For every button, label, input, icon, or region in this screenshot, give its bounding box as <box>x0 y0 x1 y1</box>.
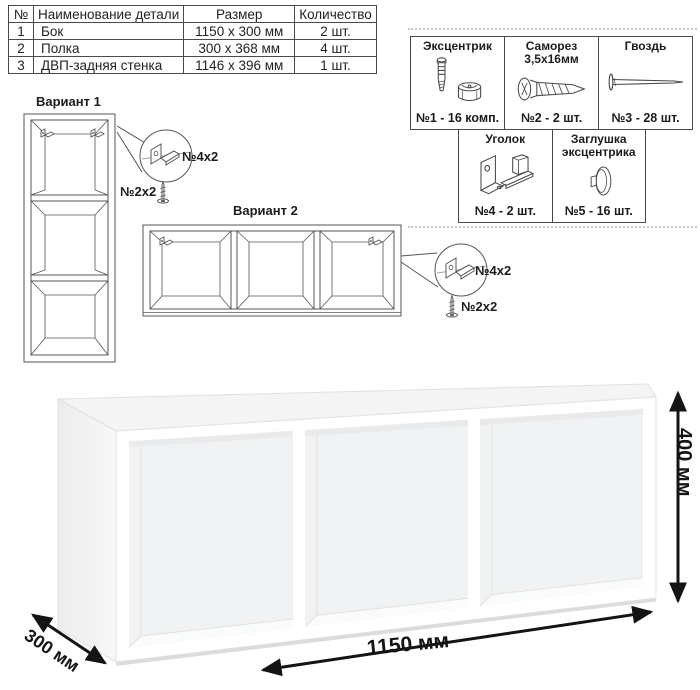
hardware-subtitle: эксцентрика <box>561 144 636 159</box>
row-size: 1146 x 396 мм <box>184 57 295 74</box>
height-dimension-label: 400 мм <box>673 428 695 497</box>
cut-mark-bottom <box>408 226 697 228</box>
screw-icon <box>447 296 458 317</box>
bracket-mark-icon <box>91 129 104 137</box>
bracket-mark-icon <box>41 129 54 137</box>
row-num: 2 <box>9 40 34 57</box>
hardware-qty: №1 - 16 комп. <box>415 111 500 125</box>
row-name: Полка <box>34 40 184 57</box>
hardware-item-screw <box>504 37 598 129</box>
bracket-mark-icon <box>160 237 173 245</box>
variant2-bracket-callout-label: №4х2 <box>475 263 512 278</box>
variant2-screw-callout-label: №2х2 <box>461 299 498 314</box>
row-size: 300 x 368 мм <box>184 40 295 57</box>
row-qty: 2 шт. <box>295 23 377 40</box>
screw-icon <box>512 70 592 108</box>
variant2-title: Вариант 2 <box>233 203 298 218</box>
header-num: № <box>9 6 34 23</box>
row-qty: 1 шт. <box>295 57 377 74</box>
variant1-bracket-callout-label: №4х2 <box>182 149 219 164</box>
row-num: 1 <box>9 23 34 40</box>
hardware-qty: №2 - 2 шт. <box>520 111 583 125</box>
hardware-item-cam-cap <box>552 130 646 222</box>
screw-icon <box>158 182 169 203</box>
hardware-item-nail <box>598 37 692 129</box>
hardware-title: Уголок <box>485 131 526 146</box>
header-qty: Количество <box>295 6 377 23</box>
hardware-title: Саморез <box>525 39 578 53</box>
variant1-title: Вариант 1 <box>36 94 101 109</box>
hardware-box-row1 <box>410 36 693 130</box>
cam-and-dowel-icon <box>427 56 489 108</box>
row-qty: 4 шт. <box>295 40 377 57</box>
hardware-item-eccentric <box>411 37 504 129</box>
hardware-box-row2 <box>458 129 646 223</box>
variant2-drawing <box>143 225 401 316</box>
hardware-title: Эксцентрик <box>423 39 492 53</box>
table-row <box>9 40 377 57</box>
corner-bracket-icon <box>473 151 537 199</box>
header-size: Размер <box>184 6 295 23</box>
hardware-qty: №5 - 16 шт. <box>564 203 633 218</box>
table-row <box>9 57 377 74</box>
header-name: Наименование детали <box>34 6 184 23</box>
nail-icon <box>604 69 688 95</box>
width-dimension-label: 1150 мм <box>365 629 451 660</box>
hardware-subtitle: 3,5х16мм <box>524 52 579 67</box>
hardware-qty: №3 - 28 шт. <box>611 111 680 125</box>
row-size: 1150 x 300 мм <box>184 23 295 40</box>
hardware-item-corner-bracket <box>459 130 552 222</box>
cam-cap-icon <box>579 160 619 202</box>
hardware-qty: №4 - 2 шт. <box>474 203 536 218</box>
table-row <box>9 23 377 40</box>
hardware-title: Гвоздь <box>624 39 667 53</box>
variant1-screw-callout-label: №2х2 <box>120 184 157 199</box>
row-name: ДВП-задняя стенка <box>34 57 184 74</box>
parts-table <box>8 5 377 74</box>
row-num: 3 <box>9 57 34 74</box>
row-name: Бок <box>34 23 184 40</box>
depth-dimension-label: 300 мм <box>20 625 84 677</box>
variant1-drawing <box>24 114 115 362</box>
hardware-title: Заглушка <box>570 131 627 146</box>
bracket-mark-icon <box>369 237 382 245</box>
cut-mark-top <box>408 28 697 30</box>
parts-table-header-row <box>9 6 377 23</box>
